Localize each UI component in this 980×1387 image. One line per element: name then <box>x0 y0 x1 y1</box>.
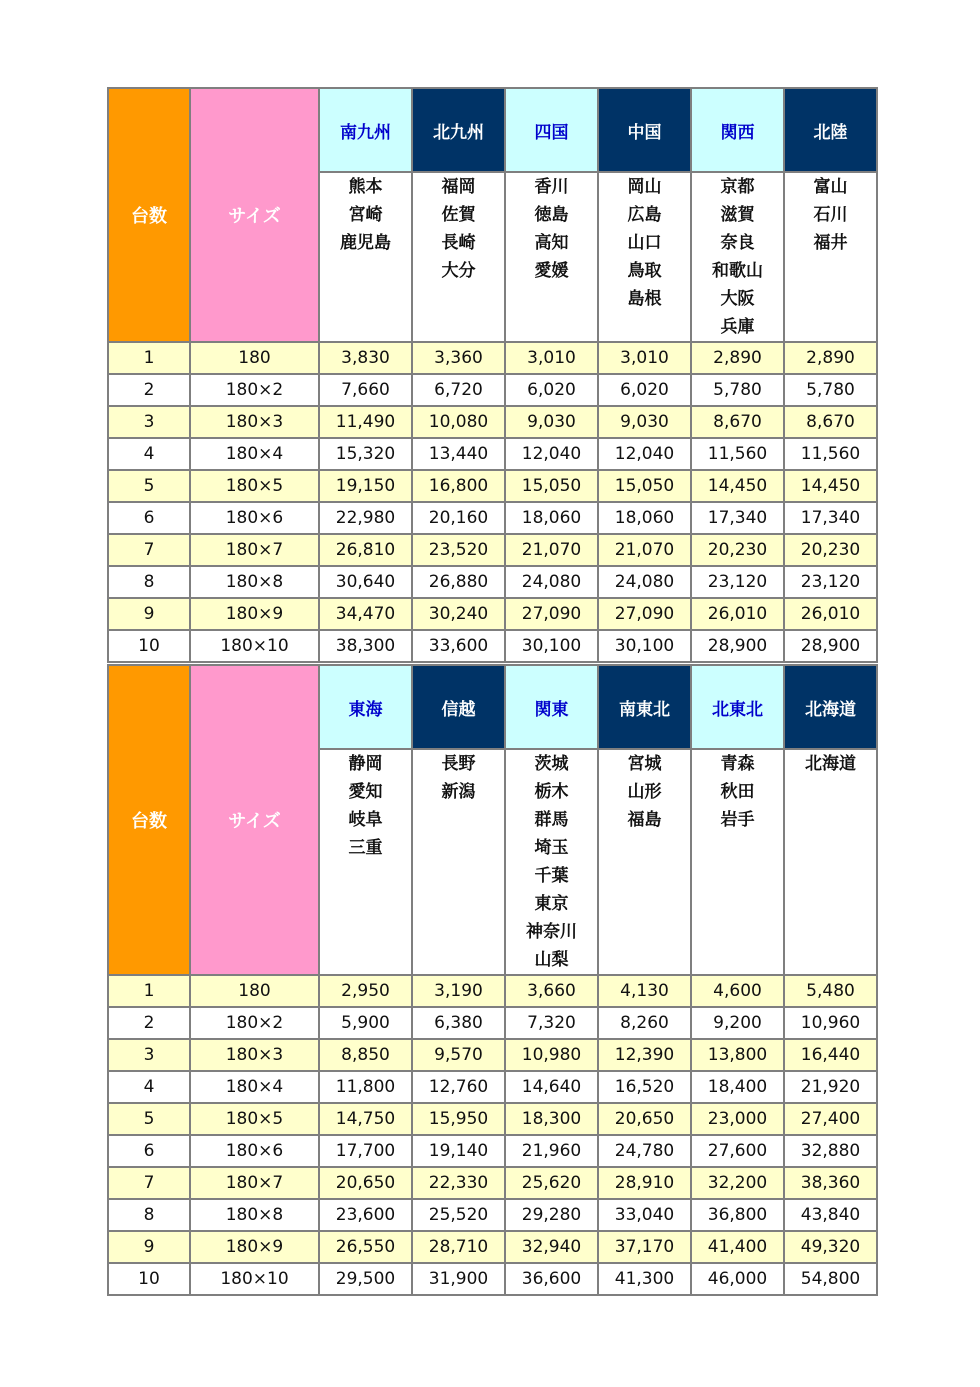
prefecture-name: 栃木 <box>534 782 569 802</box>
price-cell: 49,320 <box>784 1231 877 1263</box>
prefecture-list <box>319 749 412 975</box>
price-cell: 14,750 <box>319 1103 412 1135</box>
size-cell: 180×9 <box>190 598 319 630</box>
price-cell: 26,550 <box>319 1231 412 1263</box>
price-cell: 9,030 <box>598 406 691 438</box>
price-cell: 38,300 <box>319 630 412 662</box>
region-header: 南東北 <box>598 665 691 749</box>
price-cell: 7,320 <box>505 1007 598 1039</box>
units-cell: 9 <box>108 598 190 630</box>
price-cell: 11,560 <box>691 438 784 470</box>
units-cell: 3 <box>108 1039 190 1071</box>
size-cell: 180×4 <box>190 1071 319 1103</box>
prefecture-name: 高知 <box>534 233 569 253</box>
price-cell: 28,910 <box>598 1167 691 1199</box>
price-cell: 21,070 <box>505 534 598 566</box>
prefecture-name: 千葉 <box>534 866 569 886</box>
table-row <box>108 1167 877 1199</box>
price-cell: 24,780 <box>598 1135 691 1167</box>
prefecture-name: 佐賀 <box>441 205 476 225</box>
units-cell: 10 <box>108 630 190 662</box>
units-cell: 2 <box>108 1007 190 1039</box>
prefecture-name: 岡山 <box>627 177 662 197</box>
price-cell: 26,010 <box>784 598 877 630</box>
price-cell: 28,710 <box>412 1231 505 1263</box>
price-cell: 18,400 <box>691 1071 784 1103</box>
size-cell: 180×4 <box>190 438 319 470</box>
region-header: 信越 <box>412 665 505 749</box>
units-cell: 8 <box>108 1199 190 1231</box>
prefecture-name: 広島 <box>627 205 662 225</box>
price-cell: 20,230 <box>691 534 784 566</box>
price-cell: 12,760 <box>412 1071 505 1103</box>
price-cell: 4,600 <box>691 975 784 1007</box>
price-cell: 30,240 <box>412 598 505 630</box>
price-cell: 41,400 <box>691 1231 784 1263</box>
price-cell: 3,360 <box>412 342 505 374</box>
price-cell: 36,800 <box>691 1199 784 1231</box>
units-cell: 4 <box>108 1071 190 1103</box>
price-cell: 20,650 <box>319 1167 412 1199</box>
prefecture-name: 熊本 <box>348 177 383 197</box>
price-cell: 17,340 <box>784 502 877 534</box>
size-cell: 180 <box>190 975 319 1007</box>
price-cell: 6,720 <box>412 374 505 406</box>
table-row <box>108 470 877 502</box>
prefecture-name: 香川 <box>534 177 569 197</box>
price-cell: 16,800 <box>412 470 505 502</box>
price-cell: 16,520 <box>598 1071 691 1103</box>
price-cell: 7,660 <box>319 374 412 406</box>
price-cell: 11,560 <box>784 438 877 470</box>
price-cell: 12,390 <box>598 1039 691 1071</box>
prefecture-name: 鹿児島 <box>340 233 391 253</box>
prefecture-name: 静岡 <box>348 754 383 774</box>
units-cell: 6 <box>108 502 190 534</box>
price-cell: 18,060 <box>598 502 691 534</box>
prefecture-name: 長野 <box>441 754 476 774</box>
price-cell: 36,600 <box>505 1263 598 1295</box>
table-row <box>108 630 877 662</box>
prefecture-list <box>784 749 877 975</box>
price-cell: 27,600 <box>691 1135 784 1167</box>
prefecture-name: 大阪 <box>720 289 755 309</box>
price-cell: 30,100 <box>598 630 691 662</box>
region-header: 北陸 <box>784 88 877 172</box>
prefecture-name: 山梨 <box>534 950 569 970</box>
size-cell: 180×6 <box>190 502 319 534</box>
price-cell: 12,040 <box>505 438 598 470</box>
price-cell: 17,340 <box>691 502 784 534</box>
price-cell: 3,830 <box>319 342 412 374</box>
prefecture-name: 徳島 <box>534 205 569 225</box>
price-cell: 23,120 <box>784 566 877 598</box>
price-cell: 21,960 <box>505 1135 598 1167</box>
price-cell: 14,450 <box>784 470 877 502</box>
price-cell: 15,050 <box>505 470 598 502</box>
price-cell: 28,900 <box>691 630 784 662</box>
price-cell: 30,100 <box>505 630 598 662</box>
prefecture-list <box>691 172 784 342</box>
region-header: 四国 <box>505 88 598 172</box>
units-cell: 7 <box>108 1167 190 1199</box>
table-row <box>108 502 877 534</box>
prefecture-list <box>505 749 598 975</box>
price-cell: 10,980 <box>505 1039 598 1071</box>
prefecture-name: 兵庫 <box>720 317 755 337</box>
price-cell: 37,170 <box>598 1231 691 1263</box>
prefecture-list <box>691 749 784 975</box>
price-cell: 18,060 <box>505 502 598 534</box>
prefecture-name: 京都 <box>720 177 755 197</box>
units-cell: 3 <box>108 406 190 438</box>
prefecture-name: 岩手 <box>720 810 755 830</box>
units-cell: 9 <box>108 1231 190 1263</box>
price-cell: 20,160 <box>412 502 505 534</box>
price-cell: 9,030 <box>505 406 598 438</box>
price-cell: 18,300 <box>505 1103 598 1135</box>
price-cell: 10,960 <box>784 1007 877 1039</box>
price-cell: 8,670 <box>784 406 877 438</box>
prefecture-list <box>412 172 505 342</box>
size-cell: 180×6 <box>190 1135 319 1167</box>
prefecture-name: 富山 <box>813 177 848 197</box>
prefecture-name: 山形 <box>627 782 662 802</box>
prefecture-list <box>319 172 412 342</box>
price-cell: 3,010 <box>505 342 598 374</box>
price-cell: 23,600 <box>319 1199 412 1231</box>
region-header: 関東 <box>505 665 598 749</box>
price-cell: 26,810 <box>319 534 412 566</box>
table-row <box>108 566 877 598</box>
units-cell: 2 <box>108 374 190 406</box>
prefecture-name: 北海道 <box>805 754 856 774</box>
price-cell: 21,920 <box>784 1071 877 1103</box>
units-cell: 5 <box>108 470 190 502</box>
prefecture-name: 福岡 <box>441 177 476 197</box>
prefecture-name: 福島 <box>627 810 662 830</box>
size-cell: 180×10 <box>190 630 319 662</box>
price-cell: 32,200 <box>691 1167 784 1199</box>
price-cell: 33,600 <box>412 630 505 662</box>
table-row <box>108 406 877 438</box>
size-header: サイズ <box>190 88 319 342</box>
table-row <box>108 1199 877 1231</box>
price-cell: 23,000 <box>691 1103 784 1135</box>
table-row <box>108 1071 877 1103</box>
prefecture-name: 三重 <box>348 838 383 858</box>
price-cell: 31,900 <box>412 1263 505 1295</box>
size-cell: 180×3 <box>190 1039 319 1071</box>
price-cell: 3,660 <box>505 975 598 1007</box>
price-cell: 8,670 <box>691 406 784 438</box>
prefecture-name: 宮崎 <box>348 205 383 225</box>
price-cell: 13,800 <box>691 1039 784 1071</box>
prefecture-name: 東京 <box>534 894 569 914</box>
price-cell: 5,780 <box>784 374 877 406</box>
region-header: 関西 <box>691 88 784 172</box>
prefecture-name: 島根 <box>627 289 662 309</box>
price-cell: 20,650 <box>598 1103 691 1135</box>
price-cell: 15,320 <box>319 438 412 470</box>
price-cell: 38,360 <box>784 1167 877 1199</box>
price-cell: 21,070 <box>598 534 691 566</box>
shipping-rate-table-east <box>107 664 878 1296</box>
price-cell: 12,040 <box>598 438 691 470</box>
price-cell: 19,150 <box>319 470 412 502</box>
price-cell: 3,190 <box>412 975 505 1007</box>
region-header: 北九州 <box>412 88 505 172</box>
size-cell: 180×10 <box>190 1263 319 1295</box>
price-cell: 15,050 <box>598 470 691 502</box>
price-cell: 32,940 <box>505 1231 598 1263</box>
price-cell: 30,640 <box>319 566 412 598</box>
price-cell: 29,500 <box>319 1263 412 1295</box>
prefecture-name: 神奈川 <box>526 922 577 942</box>
units-header: 台数 <box>108 665 190 975</box>
size-cell: 180×5 <box>190 1103 319 1135</box>
price-cell: 14,450 <box>691 470 784 502</box>
table-row <box>108 975 877 1007</box>
table-row <box>108 374 877 406</box>
units-cell: 5 <box>108 1103 190 1135</box>
table-row <box>108 1135 877 1167</box>
price-cell: 8,260 <box>598 1007 691 1039</box>
price-cell: 17,700 <box>319 1135 412 1167</box>
size-cell: 180×7 <box>190 534 319 566</box>
units-cell: 8 <box>108 566 190 598</box>
price-cell: 25,620 <box>505 1167 598 1199</box>
price-cell: 33,040 <box>598 1199 691 1231</box>
price-cell: 25,520 <box>412 1199 505 1231</box>
price-cell: 2,890 <box>784 342 877 374</box>
price-cell: 9,570 <box>412 1039 505 1071</box>
prefecture-list <box>598 749 691 975</box>
region-header: 北海道 <box>784 665 877 749</box>
price-cell: 22,980 <box>319 502 412 534</box>
prefecture-name: 宮城 <box>627 754 662 774</box>
price-cell: 27,090 <box>598 598 691 630</box>
price-cell: 27,400 <box>784 1103 877 1135</box>
prefecture-name: 滋賀 <box>720 205 755 225</box>
price-cell: 23,520 <box>412 534 505 566</box>
price-cell: 16,440 <box>784 1039 877 1071</box>
table-row <box>108 1007 877 1039</box>
prefecture-name: 新潟 <box>441 782 476 802</box>
price-cell: 29,280 <box>505 1199 598 1231</box>
units-cell: 6 <box>108 1135 190 1167</box>
units-cell: 10 <box>108 1263 190 1295</box>
region-header: 東海 <box>319 665 412 749</box>
table-row <box>108 1263 877 1295</box>
price-cell: 5,780 <box>691 374 784 406</box>
prefecture-name: 鳥取 <box>627 261 662 281</box>
prefecture-name: 秋田 <box>720 782 755 802</box>
units-cell: 1 <box>108 342 190 374</box>
price-cell: 28,900 <box>784 630 877 662</box>
price-cell: 6,380 <box>412 1007 505 1039</box>
price-cell: 26,010 <box>691 598 784 630</box>
table-row <box>108 438 877 470</box>
prefecture-name: 山口 <box>627 233 662 253</box>
price-cell: 34,470 <box>319 598 412 630</box>
price-cell: 23,120 <box>691 566 784 598</box>
price-cell: 19,140 <box>412 1135 505 1167</box>
prefecture-name: 群馬 <box>534 810 569 830</box>
price-cell: 3,010 <box>598 342 691 374</box>
price-cell: 13,440 <box>412 438 505 470</box>
region-header: 中国 <box>598 88 691 172</box>
size-cell: 180×3 <box>190 406 319 438</box>
table-row <box>108 342 877 374</box>
prefecture-name: 石川 <box>813 205 848 225</box>
size-header: サイズ <box>190 665 319 975</box>
prefecture-name: 埼玉 <box>534 838 569 858</box>
price-cell: 24,080 <box>505 566 598 598</box>
price-cell: 5,480 <box>784 975 877 1007</box>
prefecture-name: 長崎 <box>441 233 476 253</box>
size-cell: 180×9 <box>190 1231 319 1263</box>
prefecture-name: 奈良 <box>720 233 755 253</box>
table-row <box>108 534 877 566</box>
price-cell: 54,800 <box>784 1263 877 1295</box>
table-row <box>108 598 877 630</box>
price-cell: 20,230 <box>784 534 877 566</box>
price-cell: 2,890 <box>691 342 784 374</box>
prefecture-name: 愛知 <box>348 782 383 802</box>
units-cell: 4 <box>108 438 190 470</box>
price-cell: 2,950 <box>319 975 412 1007</box>
price-cell: 9,200 <box>691 1007 784 1039</box>
price-cell: 26,880 <box>412 566 505 598</box>
prefecture-list <box>784 172 877 342</box>
prefecture-name: 岐阜 <box>348 810 383 830</box>
region-header: 南九州 <box>319 88 412 172</box>
prefecture-list <box>598 172 691 342</box>
price-cell: 46,000 <box>691 1263 784 1295</box>
size-cell: 180×8 <box>190 566 319 598</box>
table-row <box>108 1103 877 1135</box>
price-cell: 10,080 <box>412 406 505 438</box>
price-cell: 22,330 <box>412 1167 505 1199</box>
units-header: 台数 <box>108 88 190 342</box>
price-cell: 27,090 <box>505 598 598 630</box>
price-cell: 32,880 <box>784 1135 877 1167</box>
price-cell: 5,900 <box>319 1007 412 1039</box>
price-cell: 6,020 <box>505 374 598 406</box>
price-cell: 11,490 <box>319 406 412 438</box>
price-cell: 14,640 <box>505 1071 598 1103</box>
table-row <box>108 1231 877 1263</box>
size-cell: 180×2 <box>190 1007 319 1039</box>
region-header: 北東北 <box>691 665 784 749</box>
prefecture-name: 福井 <box>813 233 848 253</box>
price-cell: 43,840 <box>784 1199 877 1231</box>
price-cell: 24,080 <box>598 566 691 598</box>
prefecture-name: 茨城 <box>534 754 569 774</box>
prefecture-name: 青森 <box>720 754 755 774</box>
price-cell: 11,800 <box>319 1071 412 1103</box>
prefecture-name: 大分 <box>441 261 476 281</box>
units-cell: 1 <box>108 975 190 1007</box>
price-cell: 4,130 <box>598 975 691 1007</box>
size-cell: 180×2 <box>190 374 319 406</box>
price-cell: 6,020 <box>598 374 691 406</box>
size-cell: 180×5 <box>190 470 319 502</box>
prefecture-name: 和歌山 <box>712 261 763 281</box>
prefecture-list <box>505 172 598 342</box>
table-row <box>108 1039 877 1071</box>
size-cell: 180 <box>190 342 319 374</box>
size-cell: 180×7 <box>190 1167 319 1199</box>
shipping-rate-table-west <box>107 87 878 663</box>
prefecture-list <box>412 749 505 975</box>
price-cell: 41,300 <box>598 1263 691 1295</box>
units-cell: 7 <box>108 534 190 566</box>
size-cell: 180×8 <box>190 1199 319 1231</box>
price-cell: 15,950 <box>412 1103 505 1135</box>
prefecture-name: 愛媛 <box>534 261 569 281</box>
price-cell: 8,850 <box>319 1039 412 1071</box>
